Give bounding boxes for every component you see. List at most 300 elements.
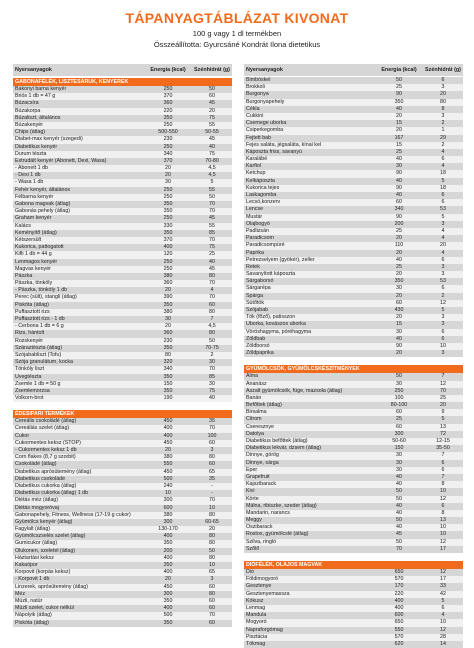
food-name: Burgonya <box>246 91 269 98</box>
energy-value: 30 <box>165 316 171 322</box>
food-name: Korpovit (korpás keksz) <box>15 569 71 576</box>
table-row <box>244 531 463 538</box>
section-header <box>13 78 232 86</box>
energy-value: 20 <box>396 127 402 134</box>
food-name: Dinnye, görög <box>246 452 279 459</box>
table-row <box>13 447 232 454</box>
food-name: Gesztenye <box>246 583 272 590</box>
energy-value: 380 <box>163 272 173 279</box>
carb-value: 80 <box>209 540 215 547</box>
energy-value: 50 <box>396 373 402 380</box>
right-table <box>244 64 463 648</box>
carb-value: 17 <box>440 545 446 552</box>
energy-value: 300 <box>163 590 173 597</box>
table-row <box>244 627 463 634</box>
food-name: Cseresznye <box>246 423 274 430</box>
carb-value: - <box>211 490 213 497</box>
table-row <box>244 235 463 242</box>
table-row <box>244 373 463 380</box>
carb-value: 4,5 <box>208 323 216 330</box>
energy-value: 650 <box>394 619 404 626</box>
energy-value: 350 <box>163 597 173 604</box>
header-energy: Energia (kcal) <box>381 67 417 73</box>
food-name: Zöldbab <box>246 335 266 342</box>
food-name: Puffasztott rizs - 1 db <box>15 316 65 322</box>
energy-value: 20 <box>165 323 171 330</box>
energy-value: 350 <box>163 208 173 215</box>
energy-value: 30 <box>396 466 402 473</box>
energy-value: 50 <box>396 488 402 495</box>
food-name: Alma <box>246 373 259 380</box>
carb-value: 60 <box>209 619 215 626</box>
energy-value: 110 <box>394 242 404 249</box>
energy-value: 600 <box>394 612 404 619</box>
carb-value: 9 <box>441 409 445 416</box>
section-title: GABONAFÉLÉK, LISZTESÁRUK, KENYEREK <box>15 79 129 85</box>
table-row <box>244 388 463 395</box>
carb-value: 70 <box>209 236 215 243</box>
carb-value: 10 <box>440 524 446 531</box>
food-name: Karfiol <box>246 163 262 170</box>
table-row <box>244 77 463 84</box>
table-row <box>244 250 463 257</box>
energy-value: 360 <box>163 330 173 337</box>
table-row <box>244 467 463 474</box>
carb-value: 30 <box>209 380 215 387</box>
food-name: Diabetikus cukorka (átlag) <box>15 482 77 489</box>
table-row <box>13 352 232 359</box>
table-row <box>13 330 232 337</box>
carb-value: 33 <box>440 583 446 590</box>
carb-value: 30 <box>209 359 215 366</box>
food-name: Petrezselyem (gyökér), zeller <box>246 256 315 263</box>
carb-value: 29 <box>440 134 446 141</box>
carb-value: 5 <box>441 597 445 604</box>
energy-value: 90 <box>396 91 402 98</box>
energy-value: 20 <box>396 292 402 299</box>
table-row <box>13 230 232 237</box>
food-name: Vöröshagyma, póréhagyma <box>246 328 312 335</box>
carb-value: 5 <box>210 179 214 186</box>
energy-value: 370 <box>163 157 173 164</box>
food-name: Pászka, tönköly <box>15 280 53 287</box>
table-row <box>13 136 232 143</box>
carb-value: 60 <box>209 439 215 446</box>
food-name: Cukormentes keksz (STOP) <box>15 439 81 446</box>
carb-value: 10 <box>440 531 446 538</box>
table-row <box>13 620 232 627</box>
table-row <box>244 503 463 510</box>
table-row <box>13 359 232 366</box>
carb-value: 40 <box>209 143 215 150</box>
table-row <box>13 540 232 547</box>
energy-value: 570 <box>394 576 404 583</box>
table-header <box>244 64 463 76</box>
table-row <box>13 100 232 107</box>
table-row <box>244 517 463 524</box>
table-row <box>13 505 232 512</box>
energy-value: 40 <box>396 335 402 342</box>
carb-value: 70 <box>209 612 215 619</box>
table-row <box>13 519 232 526</box>
energy-value: 600 <box>163 504 173 511</box>
table-row <box>244 221 463 228</box>
carb-value: 10 <box>440 488 446 495</box>
table-row <box>244 539 463 546</box>
energy-value: 230 <box>163 136 173 143</box>
energy-value: 60 <box>396 409 402 416</box>
food-name: Rozskenyér <box>15 337 43 344</box>
carb-value: 4 <box>441 249 445 256</box>
table-row <box>13 215 232 222</box>
energy-value: 250 <box>163 193 173 200</box>
table-row <box>13 461 232 468</box>
carb-value: 4 <box>441 235 445 242</box>
food-name: Diétás méz (átlag) <box>15 497 58 504</box>
energy-value: 330 <box>163 222 173 229</box>
carb-value: 20 <box>209 526 215 533</box>
header-carb: Szénhidrát (g) <box>194 67 230 73</box>
energy-value: 350 <box>163 373 173 380</box>
food-name: Rizs, hántolt <box>15 330 45 337</box>
table-row <box>244 264 463 271</box>
table-row <box>244 641 463 648</box>
carb-value: 7 <box>210 316 214 322</box>
food-name: Búzaliszt, általános <box>15 114 61 121</box>
table-row <box>244 91 463 98</box>
food-name: Chips (átlag) <box>15 129 46 136</box>
food-name: Dinnye, sárga <box>246 459 279 466</box>
food-name: Graham kenyér <box>15 215 52 222</box>
table-row <box>13 425 232 432</box>
table-row <box>244 402 463 409</box>
carb-value: 6 <box>441 199 445 206</box>
energy-value: 50 <box>396 538 402 545</box>
carb-value: 14 <box>440 640 446 647</box>
energy-value: 50 <box>396 517 402 524</box>
food-name: Üvegtészta <box>15 373 42 380</box>
food-name: Káposzta friss, savanyú <box>246 148 302 155</box>
carb-value: 5 <box>441 177 445 184</box>
food-name: - Abonett 1 db <box>15 165 48 172</box>
food-name: Kukorica tejes <box>246 184 280 191</box>
carb-value: 50-55 <box>205 129 219 136</box>
table-row <box>13 526 232 533</box>
food-name: Körte <box>246 495 259 502</box>
header-carb: Szénhidrát (g) <box>425 67 461 73</box>
food-name: Kakaópor <box>15 562 38 568</box>
food-name: Kukorica, pattogatott <box>15 244 64 251</box>
carb-value: 35 <box>209 475 215 482</box>
energy-value: 300 <box>394 430 404 437</box>
table-row <box>244 300 463 307</box>
table-row <box>13 555 232 562</box>
carb-value: 25 <box>440 394 446 401</box>
table-row <box>244 481 463 488</box>
table-row <box>244 452 463 459</box>
energy-value: 130-170 <box>158 526 178 533</box>
table-row <box>244 598 463 605</box>
table-row <box>13 122 232 129</box>
carb-value: 6 <box>441 335 445 342</box>
table-row <box>13 108 232 115</box>
table-row <box>244 460 463 467</box>
carb-value: 4 <box>441 227 445 234</box>
energy-value: 250 <box>163 121 173 128</box>
energy-value: 167 <box>394 134 404 141</box>
carb-value: 4,5 <box>208 172 216 179</box>
food-name: Búzakorpa <box>15 107 41 114</box>
carb-value: 6 <box>441 77 445 83</box>
table-row <box>13 381 232 388</box>
table-row <box>244 605 463 612</box>
energy-value: 50-60 <box>392 438 406 444</box>
carb-value: - <box>211 482 213 489</box>
energy-value: 40 <box>396 256 402 263</box>
energy-value: 500 <box>163 612 173 619</box>
food-name: Lenmag <box>246 604 266 611</box>
food-name: Retek <box>246 263 260 270</box>
food-name: Földimogyoró <box>246 576 279 583</box>
table-row <box>13 388 232 395</box>
energy-value: 340 <box>163 366 173 373</box>
energy-value: 350 <box>163 619 173 626</box>
table-row <box>13 86 232 93</box>
table-row <box>244 285 463 292</box>
table-row <box>13 490 232 497</box>
carb-value: 17 <box>440 576 446 583</box>
food-name: Mandula <box>246 612 267 619</box>
carb-value: 25 <box>209 251 215 258</box>
table-row <box>244 329 463 336</box>
table-row <box>13 158 232 165</box>
carb-value: 70 <box>209 280 215 287</box>
carb-value: 70 <box>209 201 215 207</box>
carb-value: 53 <box>440 278 446 285</box>
carb-value: 4,5 <box>208 165 216 172</box>
energy-value: 20 <box>396 249 402 256</box>
food-name: Datolya <box>246 430 264 437</box>
left-table <box>13 64 232 627</box>
carb-value: 35 <box>209 418 215 425</box>
table-row <box>13 208 232 215</box>
energy-value: 400 <box>394 604 404 611</box>
table-row <box>13 223 232 230</box>
food-name: - Cukormentes keksz 1 db <box>15 447 77 453</box>
energy-value: 250 <box>163 258 173 265</box>
table-row <box>13 273 232 280</box>
energy-value: 15 <box>396 321 402 328</box>
food-name: Kókusz <box>246 597 264 604</box>
food-name: Gabonás pehely (átlag) <box>15 208 71 215</box>
carb-value: 50 <box>209 86 215 92</box>
table-row <box>13 316 232 323</box>
food-name: Linzerek, aprósütemény (átlag) <box>15 583 89 590</box>
energy-value: 250 <box>163 265 173 272</box>
carb-value: 5 <box>441 213 445 220</box>
energy-value: 20 <box>396 235 402 242</box>
energy-value: 350 <box>394 98 404 105</box>
carb-value: 8 <box>441 481 445 488</box>
carb-value: 45 <box>209 265 215 272</box>
table-row <box>13 374 232 381</box>
food-name: Citrom <box>246 416 262 423</box>
table-row <box>244 431 463 438</box>
table-row <box>13 165 232 172</box>
energy-value: 390 <box>163 294 173 301</box>
table-row <box>244 170 463 177</box>
food-name: Gumicukor (átlag) <box>15 540 58 547</box>
energy-value: 570 <box>394 633 404 640</box>
food-name: Banán <box>246 394 262 401</box>
carb-value: 60 <box>209 605 215 612</box>
carb-value: 60 <box>209 93 215 100</box>
carb-value: 13 <box>440 517 446 524</box>
food-name: Szőlő <box>246 545 260 552</box>
carb-value: 2 <box>441 120 445 127</box>
carb-value: 12 <box>440 495 446 502</box>
energy-value: 500-550 <box>158 129 178 136</box>
carb-value: 80 <box>209 511 215 518</box>
food-name: Gyümölcs kenyér (átlag) <box>15 518 73 525</box>
food-name: Mogyoró <box>246 619 267 626</box>
food-name: Diétás mogyoróvaj <box>15 504 59 511</box>
carb-value: 45 <box>209 100 215 107</box>
energy-value: 300 <box>163 518 173 525</box>
carb-value: 2 <box>441 141 445 148</box>
table-row <box>244 569 463 576</box>
food-name: Kalács <box>15 222 31 229</box>
energy-value: 340 <box>394 206 404 213</box>
table-row <box>13 244 232 251</box>
energy-value: 400 <box>163 432 173 439</box>
table-row <box>13 497 232 504</box>
energy-value: 500 <box>163 475 173 482</box>
energy-value: 60 <box>396 423 402 430</box>
energy-value: 400 <box>163 605 173 612</box>
food-name: Uborka, kovászos uborka <box>246 321 306 328</box>
energy-value: 60 <box>396 199 402 206</box>
energy-value: 250 <box>163 186 173 193</box>
section-title: GYÜMÖLCSÖK, GYÜMÖLCSKÉSZÍTMÉNYEK <box>246 366 360 373</box>
table-row <box>13 440 232 447</box>
energy-value: 400 <box>394 597 404 604</box>
subtitle-unit: 100 g vagy 1 dl termékben <box>192 29 282 38</box>
energy-value: 200 <box>163 547 173 554</box>
food-name: Kelkáposzta <box>246 177 275 184</box>
table-row <box>244 307 463 314</box>
carb-value: 4 <box>441 612 445 619</box>
carb-value: 100 <box>207 432 217 439</box>
food-name: Tök (főző), patisszon <box>246 314 296 321</box>
table-row <box>13 172 232 179</box>
energy-value: 45 <box>396 531 402 538</box>
table-row <box>13 151 232 158</box>
table-row <box>244 496 463 503</box>
energy-value: 40 <box>396 105 402 112</box>
carb-value: 50 <box>209 337 215 344</box>
carb-value: 80 <box>209 554 215 561</box>
food-name: Cukor <box>15 432 30 439</box>
food-name: Mandarin, narancs <box>246 509 290 516</box>
table-row <box>244 271 463 278</box>
carb-value: 12 <box>440 299 446 306</box>
table-row <box>244 546 463 553</box>
food-name: Perec (sült), stangli (átlag) <box>15 294 77 301</box>
spacer <box>13 402 232 408</box>
energy-value: 190 <box>163 395 173 402</box>
table-row <box>244 178 463 185</box>
carb-value: 20 <box>209 107 215 114</box>
food-name: Száraztészta (átlag) <box>15 344 63 351</box>
food-name: Spárga <box>246 292 264 299</box>
energy-value: 400 <box>163 425 173 432</box>
food-name: Cereáliás szelet (átlag) <box>15 425 70 432</box>
carb-value: 20 <box>440 91 446 98</box>
energy-value: 650 <box>394 569 404 575</box>
energy-value: 450 <box>163 583 173 590</box>
energy-value: 350 <box>394 278 404 285</box>
energy-value: 30 <box>396 459 402 466</box>
energy-value: 300 <box>163 497 173 504</box>
food-name: Szójababliszt (Tofu) <box>15 351 62 358</box>
food-name: Fejtett bab <box>246 134 272 141</box>
carb-value: 55 <box>209 222 215 229</box>
energy-value: 620 <box>394 640 404 647</box>
food-name: Laskagomba <box>246 192 277 198</box>
carb-value: 5 <box>441 416 445 423</box>
food-name: Extrudált kenyér (Abonett, Dexi, Wasa) <box>15 157 107 164</box>
table-row <box>13 259 232 266</box>
food-name: - Pászka, tönköly 1 db <box>15 287 68 294</box>
table-row <box>13 129 232 136</box>
carb-value: 18 <box>440 184 446 191</box>
table-row <box>13 237 232 244</box>
food-name: Gyümölcszselés szelet (átlag) <box>15 533 86 540</box>
food-name: Keményítő (átlag) <box>15 229 57 236</box>
table-header <box>13 64 232 76</box>
energy-value: 20 <box>165 172 171 179</box>
food-name: Eper <box>246 466 258 473</box>
carb-value: 6 <box>441 502 445 509</box>
carb-value: 6 <box>441 256 445 263</box>
carb-value: 3 <box>441 314 445 321</box>
food-name: Diabetikus lekvár, dzsem (átlag) <box>246 445 322 452</box>
carb-value: 42 <box>440 590 446 597</box>
food-name: Napraforgómag <box>246 626 283 633</box>
food-name: Kajszibarack <box>246 481 277 488</box>
carb-value: 70 <box>209 208 215 215</box>
carb-value: 2 <box>441 292 445 299</box>
food-name: Rostos, gyümölcslé (átlag) <box>246 531 309 538</box>
energy-value: 250 <box>394 387 404 394</box>
energy-value: 360 <box>163 280 173 287</box>
carb-value: 20 <box>440 402 446 409</box>
table-row <box>13 201 232 208</box>
carb-value: 8 <box>441 509 445 516</box>
energy-value: 80 <box>165 351 171 358</box>
carb-value: 10 <box>440 342 446 349</box>
food-name: Sütőtök <box>246 299 264 306</box>
table-row <box>13 287 232 294</box>
carb-value: 40 <box>209 258 215 265</box>
energy-value: 20 <box>165 287 171 294</box>
energy-value: 40 <box>396 473 402 480</box>
table-row <box>244 416 463 423</box>
table-row <box>244 350 463 357</box>
table-row <box>13 562 232 569</box>
energy-value: 20 <box>165 165 171 172</box>
